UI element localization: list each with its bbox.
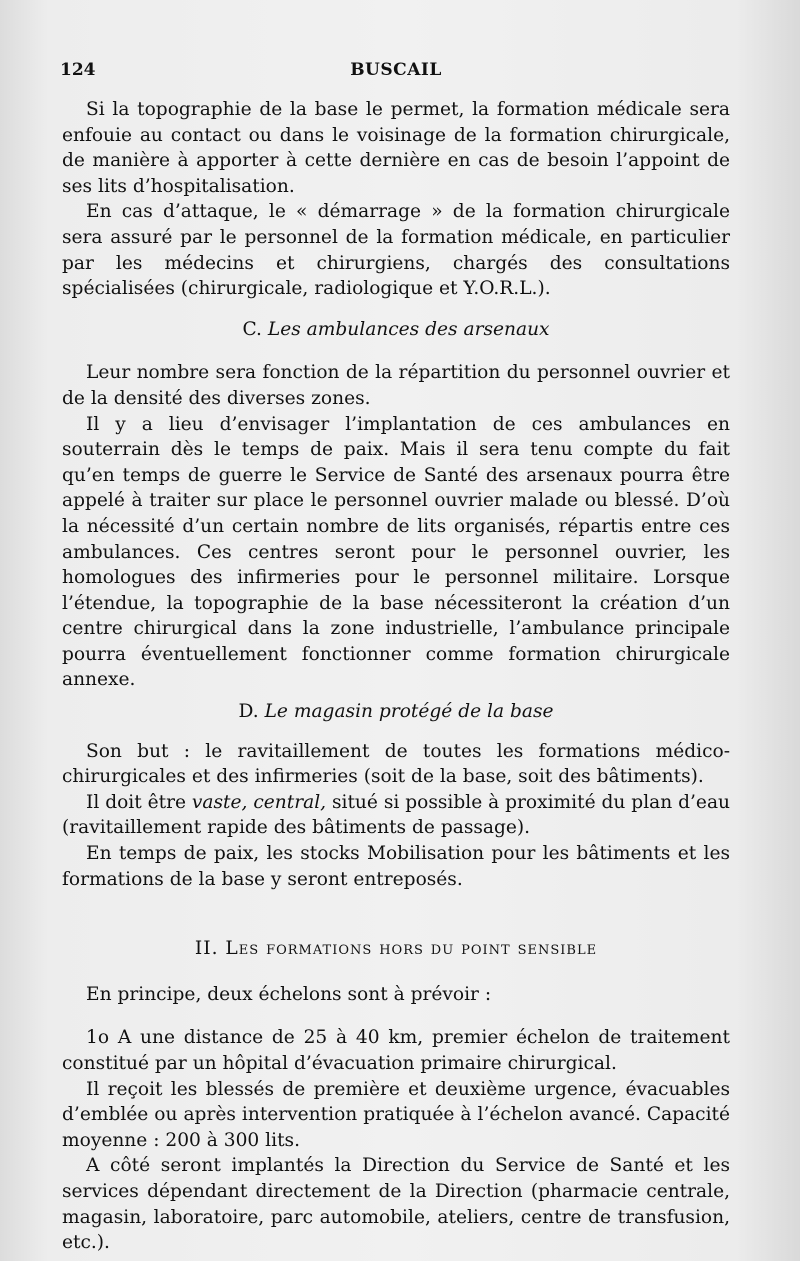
paragraph-but: Son but : le ravitaillement de toutes les formations médico-chirurgicales et des infirmeries (soit de la base, soit des bâtiments). [62, 740, 730, 788]
paragraph-direction: A côté seront implantés la Direction du Service de Santé et les services dépendant directement de la Direction (pharmacie centrale, magasin, laboratoire, parc automobile, ateliers, centre de transfusion, etc.). [62, 1155, 730, 1254]
running-head: BUSCAIL [350, 60, 442, 80]
section-letter-c: C. [242, 318, 262, 340]
page-number: 124 [60, 60, 96, 80]
paragraph-nombre: Leur nombre sera fonction de la répartition du personnel ouvrier et de la densité des diverses zones. [62, 362, 730, 409]
paragraph-principe: En principe, deux échelons sont à prévoir : [86, 983, 492, 1005]
section-heading-c [62, 317, 730, 343]
section-heading-d [62, 699, 730, 725]
paragraph-stocks: En temps de paix, les stocks Mobilisation pour les bâtiments et les formations de la base y seront entreposés. [62, 843, 730, 890]
section-title-ambulances: Les ambulances des arsenaux [267, 318, 550, 340]
section-title-magasin: Le magasin protégé de la base [264, 701, 554, 723]
emphasis-vaste-central: vaste, central, [191, 791, 327, 813]
page-header [60, 60, 732, 84]
paragraph-topographie: Si la topographie de la base le permet, la formation médicale sera enfouie au contact ou dans le voisinage de la formation chirurgicale, de manière à apporter à cette dernière en cas de besoin l’appoint de ses lits d’hospitalisation. [62, 99, 730, 197]
section-heading-ii: II. Les formations hors du point sensible [194, 938, 598, 960]
paragraph-vaste-start: Il doit être [86, 791, 192, 813]
section-letter-d: D. [238, 701, 259, 723]
spacer [62, 1007, 730, 1025]
paragraph-distance: 1o A une distance de 25 à 40 km, premier échelon de traitement constitué par un hôpital d’évacuation primaire chirurgical. [62, 1027, 730, 1074]
paragraph-implantation: Il y a lieu d’envisager l’implantation de ces ambulances en souterrain dès le temps de paix. Mais il sera tenu compte du fait qu’en temps de guerre le Service de Santé des arsenaux pourra être appelé à traiter sur place le personnel ouvrier malade ou blessé. D’où la nécessité d’un certain nombre de lits organisés, répartis entre ces ambulances. Ces centres seront pour le personnel ouvrier, les homologues des infirmeries pour le personnel militaire. Lorsque l’étendue, la topographie de la base nécessiteront la création d’un centre chirurgical dans la zone industrielle, l’ambulance principale pourra éventuellement fonctionner comme formation chirurgicale annexe. [62, 413, 730, 691]
page-body [62, 97, 730, 1256]
paragraph-blesses: Il reçoit les blessés de première et deuxième urgence, évacuables d’emblée ou après intervention pratiquée à l’échelon avancé. Capacité moyenne : 200 à 300 lits. [62, 1078, 730, 1151]
paragraph-vaste-end: situé si possible à proximité du plan d’eau (ravitaillement rapide des bâtiments de passage). [62, 791, 730, 839]
paragraph-attaque: En cas d’attaque, le « démarrage » de la formation chirurgicale sera assuré par le personnel de la formation médicale, en particulier par les médecins et chirurgiens, chargés des consultations spécialisées (chirurgicale, radiologique et Y.O.R.L.). [62, 201, 730, 300]
paragraph-vaste [62, 790, 730, 841]
